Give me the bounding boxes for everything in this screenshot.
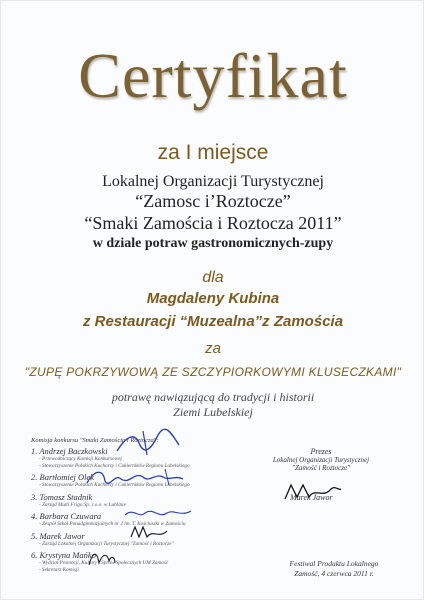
certificate-title: Certyfikat: [78, 40, 348, 111]
category: w dziale potraw gastronomicznych-zupy: [92, 236, 334, 251]
president-name: Marek Jawor: [290, 493, 333, 502]
member-name: 3. Tomasz Stadnik: [31, 491, 93, 502]
president-org-line-1: Lokalnej Organizacji Turystycznej: [272, 456, 370, 464]
member-name: 5. Marek Jawor: [31, 530, 85, 541]
description-line-2: Ziemi Lubelskiej: [173, 405, 253, 419]
member-name: 1. Andrzej Baczkowski: [31, 446, 108, 456]
signature-baczkowski-icon: [113, 429, 183, 457]
festival-name: “Smaki Zamościa i Roztocza 2011”: [84, 213, 342, 233]
member-name: 4. Barbara Czuwara: [31, 511, 102, 521]
signature-jawor-committee-icon: [129, 525, 169, 541]
signature-manko-icon: [87, 549, 117, 569]
member-role: - Przewodniczący Komisji Konkursowej: [39, 456, 122, 462]
footer-date: Zamość, 4 czerwca 2011 r.: [294, 569, 374, 578]
for-label: dla: [202, 269, 224, 286]
organizer-line-1: Lokalnej Organizacji Turystycznej: [102, 173, 324, 190]
president-org-line-2: "Zamość i Roztocze": [292, 464, 350, 472]
organizer-line-2: “Zamosc i’Roztocze”: [135, 191, 291, 211]
member-role: - Wydział Promocji, Kultury i Spraw Społecznych UM Zamość: [39, 560, 169, 566]
member-role: - Zarząd Multi Frigo Sp. z o.o. w Lublinie: [39, 501, 126, 508]
president-title: Prezes: [310, 447, 332, 456]
for-what-label: za: [205, 340, 221, 357]
member-role: - Stowarzyszenie Polskich Kucharzy i Cukierników Regionu Lubelskiego: [39, 482, 190, 488]
description-line-1: potrawę nawiązującą do tradycji i historii: [111, 390, 315, 404]
member-role: - Zarząd Lokalnej Organizacji Turystycznej "Zamość i Roztocze": [39, 540, 174, 547]
restaurant-name: z Restauracji “Muzealna”z Zamościa: [82, 313, 344, 330]
dish-name: "ZUPĘ POKRZYWOWĄ ZE SZCZYPIORKOWYMI KLUSECZKAMI": [24, 365, 402, 379]
committee-heading: Komisja konkursu "Smaki Zamościa i Roztocza":: [31, 437, 159, 444]
committee-member: [31, 550, 231, 573]
member-role: - Zespół Szkół Ponadgimnazjalnych nr 2 im. T. Kościuszki w Zamościu: [39, 521, 186, 527]
member-role: - Stowarzyszenie Polskich Kucharzy i Cukierników Regionu Lubelskiego: [39, 462, 190, 469]
signature-jawor-president-icon: [283, 481, 343, 503]
president-block: [256, 447, 386, 502]
member-name: 6. Krystyna Mańko: [31, 550, 96, 560]
signature-olek-icon: [85, 467, 185, 489]
place-award: za I miejsce: [157, 141, 269, 164]
member-name: 2. Bartłomiej Olek: [31, 472, 95, 482]
recipient-name: Magdaleny Kubina: [146, 290, 280, 307]
footer-block: [279, 559, 389, 579]
footer-festival: Festiwal Produktu Lokalnego: [289, 559, 379, 568]
member-role: - Sekretarz Komisji: [39, 566, 79, 573]
signature-czuwara-icon: [123, 505, 193, 521]
